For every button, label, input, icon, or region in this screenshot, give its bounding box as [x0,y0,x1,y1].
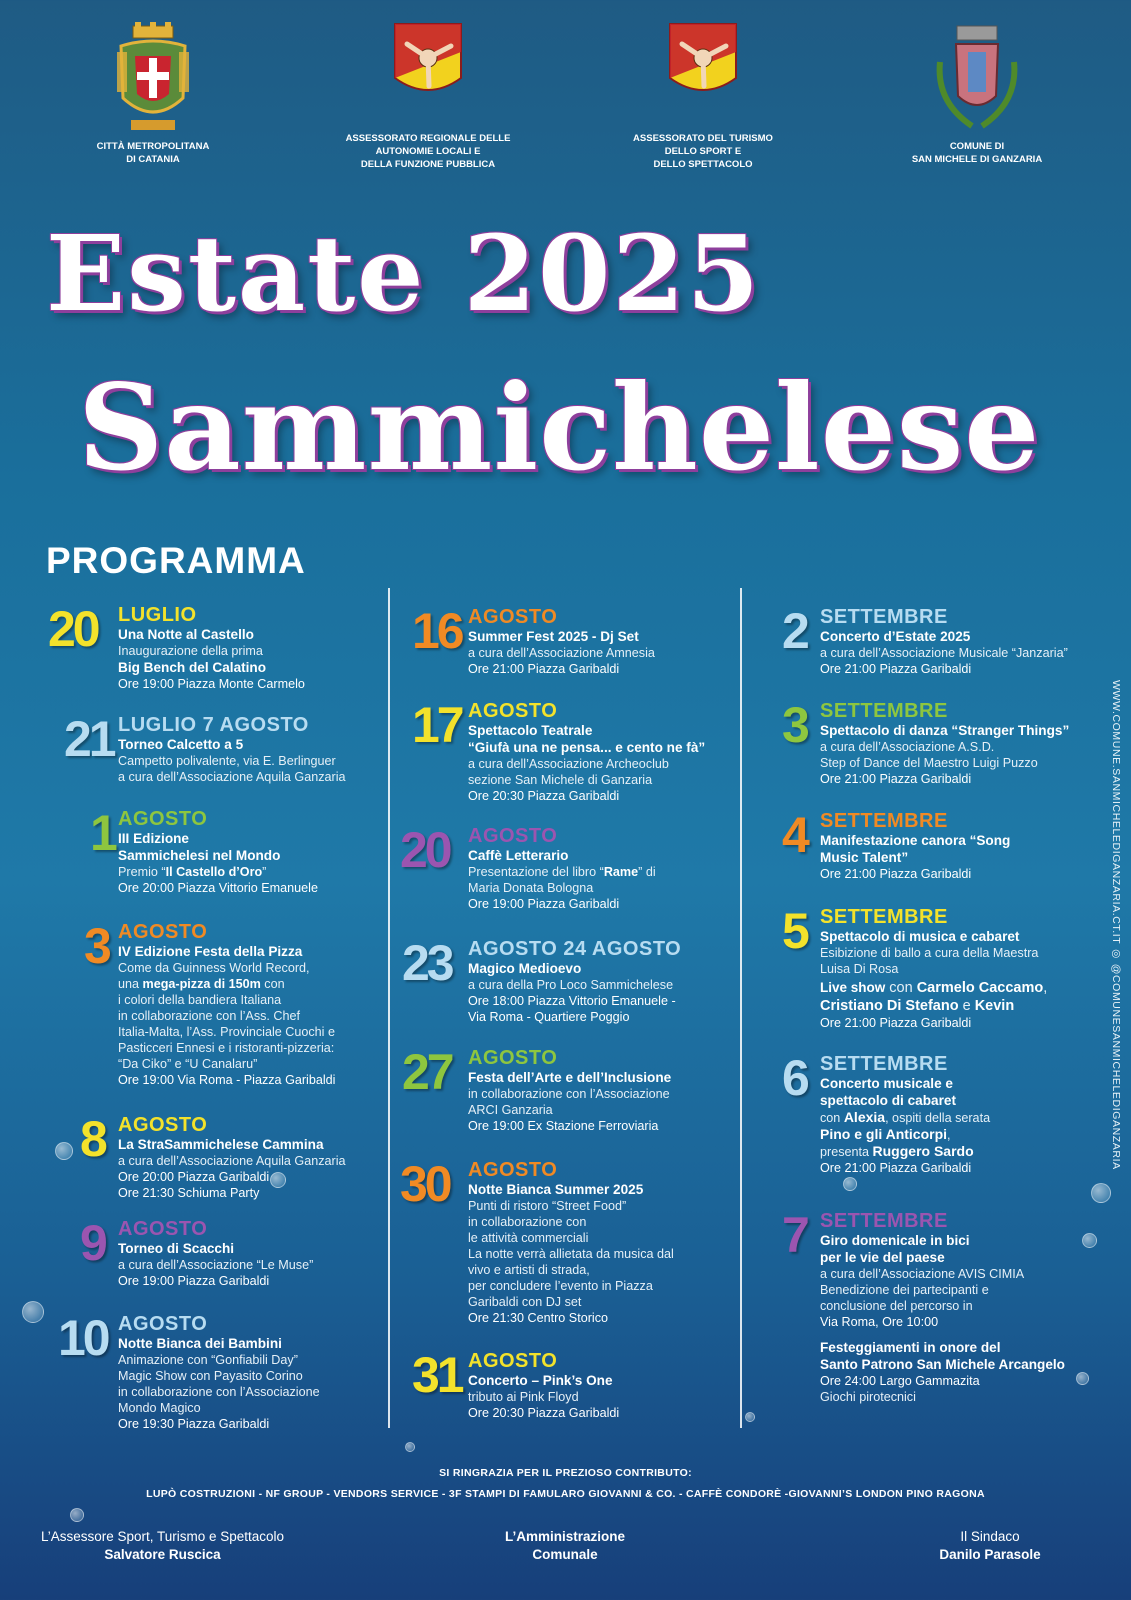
event-3-agosto [48,918,336,1088]
event-body [118,714,346,785]
event-month: AGOSTO [468,1047,558,1069]
text-part: e [958,998,975,1014]
event-body [118,1114,346,1201]
event-month: AGOSTO 24 AGOSTO [468,938,682,960]
event-time: Ore 20:00 Piazza Vittorio Emanuele [118,881,318,895]
event-2-settembre [782,603,1068,677]
event-body [118,921,335,1088]
event-time: Via Roma - Quartiere Poggio [468,1010,630,1024]
text-part: ” [262,865,267,879]
text-part: Cristiano Di Stefano [820,998,959,1014]
event-body [820,606,1068,677]
signature-amministrazione [445,1528,685,1564]
signature-name: Salvatore Ruscica [104,1547,221,1562]
event-line: Inaugurazione della prima [118,644,263,658]
caption-line: ASSESSORATO REGIONALE DELLE [345,133,511,144]
event-body [468,938,681,1025]
text-part: Live show [820,980,886,995]
event-month: AGOSTO [118,1114,208,1136]
signature-role: L’Assessore Sport, Turismo e Spettacolo [40,1529,285,1544]
event-1-agosto [48,805,318,896]
logo-catania [38,22,268,166]
website-social-vertical-text: WWW.COMUNE.SANMICHELEDIGANZARIA.CT.IT ◎ @COMUNESANMICHELEDIGANZARIA [1110,680,1122,1170]
text-part: Carmelo Caccamo [916,980,1044,996]
caption-line: DELLO SPORT E [664,146,742,157]
event-line [118,864,318,880]
event-title: Spettacolo Teatrale [468,723,593,738]
event-time: Ore 19:00 Piazza Monte Carmelo [118,677,305,691]
event-day: 2 [782,603,807,659]
event-line: a cura dell’Associazione A.S.D. [820,740,995,754]
event-body [468,1047,671,1134]
event-day: 17 [412,697,462,753]
event-month: AGOSTO [468,606,558,628]
event-time: Ore 19:00 Piazza Garibaldi [118,1274,270,1288]
event-time: Ore 19:00 Ex Stazione Ferroviaria [468,1119,659,1133]
event-month: AGOSTO [468,700,558,722]
text-part: Premio “ [118,865,166,879]
bubble-decoration [1076,1372,1089,1385]
event-line: Mondo Magico [118,1401,201,1415]
event-line: Animazione con “Gonfiabili Day” [118,1353,298,1367]
event-10-agosto [48,1310,320,1432]
event-day: 8 [80,1111,105,1167]
event-line [468,864,656,880]
event-title: Caffè Letterario [468,848,569,863]
text-part: Ruggero Sardo [872,1143,974,1159]
event-title: Concerto – Pink’s One [468,1373,613,1388]
logo-caption [313,132,543,171]
event-month: AGOSTO [468,1350,558,1372]
event-line: a cura dell’Associazione Archeoclub [468,757,669,771]
event-line: Come da Guinness World Record, [118,961,310,975]
signature-sindaco [890,1528,1090,1564]
text-part: , [947,1128,951,1142]
signature-name: Danilo Parasole [939,1547,1041,1562]
event-body [118,1313,320,1432]
column-divider [740,588,742,1428]
event-line: conclusione del percorso in [820,1299,973,1313]
text-part: con [820,1111,844,1125]
event-guests [820,997,1047,1015]
bubble-decoration [70,1508,84,1522]
event-month: AGOSTO [118,808,208,830]
title-line-1: Estate 2025 [46,212,762,335]
event-title: Concerto musicale e [820,1076,953,1091]
text-part: con [885,980,917,996]
event-4-settembre [782,807,1011,882]
event-body [468,1159,674,1326]
event-30-agosto [400,1156,674,1326]
event-guests [820,1126,990,1143]
event-line: in collaborazione con l’Associazione [118,1385,320,1399]
event-day: 20 [48,601,98,657]
event-time: Ore 19:00 Via Roma - Piazza Garibaldi [118,1073,336,1087]
event-line: Garibaldi con DJ set [468,1295,582,1309]
event-line: Esibizione di ballo a cura della Maestra [820,946,1039,960]
event-6-settembre [782,1050,991,1176]
event-title: La StraSammichelese Cammina [118,1137,324,1152]
caption-line: CITTÀ METROPOLITANA [96,141,210,152]
text-part: , ospiti della serata [885,1111,991,1125]
event-month: SETTEMBRE [820,700,948,722]
signature-name: Comunale [532,1547,598,1562]
event-time: Ore 24:00 Largo Gammazita [820,1374,980,1388]
logo-assessorato-turismo [588,22,818,171]
text-part: una [118,977,143,991]
event-day: 10 [58,1310,108,1366]
event-title: Festa dell’Arte e dell’Inclusione [468,1070,672,1085]
column-divider [388,588,390,1428]
event-time: Ore 21:00 Piazza Garibaldi [820,1016,972,1030]
catania-crest-icon [113,22,193,134]
event-day: 27 [402,1044,452,1100]
event-line: Giochi pirotecnici [820,1390,916,1404]
trinacria-icon [393,22,463,102]
event-time: Via Roma, Ore 10:00 [820,1315,939,1329]
event-line: per concludere l’evento in Piazza [468,1279,653,1293]
event-line: Campetto polivalente, via E. Berlinguer [118,754,336,768]
programma-heading: PROGRAMMA [46,540,306,581]
text-part: con [260,977,285,991]
event-time: Ore 20:30 Piazza Garibaldi [468,1406,620,1420]
event-time: Ore 18:00 Piazza Vittorio Emanuele - [468,994,676,1008]
event-time: Ore 20:00 Piazza Garibaldi [118,1170,270,1184]
thanks-heading: SI RINGRAZIA PER IL PREZIOSO CONTRIBUTO: [439,1467,692,1479]
event-line: “Da Ciko” e “U Canalaru” [118,1057,258,1071]
event-month: AGOSTO [468,1159,558,1181]
event-title: Festeggiamenti in onore del [820,1340,1001,1355]
event-title: Torneo di Scacchi [118,1241,235,1256]
event-time: Ore 20:30 Piazza Garibaldi [468,789,620,803]
event-title: Music Talent” [820,850,909,865]
event-line: a cura dell’Associazione “Le Muse” [118,1258,314,1272]
event-21-luglio [48,711,346,785]
text-part: Rame [603,865,639,879]
event-line: Pasticceri Ennesi e i ristoranti-pizzeria: [118,1041,335,1055]
event-month: SETTEMBRE [820,906,948,928]
event-line: Magic Show con Payasito Corino [118,1369,303,1383]
event-day: 6 [782,1050,807,1106]
event-line: Maria Donata Bologna [468,881,594,895]
event-23-agosto [402,935,682,1025]
event-title: Una Notte al Castello [118,627,254,642]
event-body [468,825,656,912]
event-line: in collaborazione con [468,1215,587,1229]
event-month: SETTEMBRE [820,1053,948,1075]
event-month: AGOSTO [118,921,208,943]
caption-line: DELLA FUNZIONE PUBBLICA [360,159,496,170]
event-line: a cura dell’Associazione Aquila Ganzaria [118,1154,346,1168]
text-part: Il Castello d’Oro [165,865,263,879]
event-title: Sammichelesi nel Mondo [118,848,281,863]
signature-role: Il Sindaco [960,1529,1020,1544]
event-line: a cura dell’Associazione Musicale “Janzaria” [820,646,1068,660]
event-line: a cura dell’Associazione Amnesia [468,646,655,660]
logo-caption [588,132,818,171]
event-title: Concerto d’Estate 2025 [820,629,971,644]
event-body [468,606,655,677]
event-body [118,1218,313,1289]
event-body [468,700,705,804]
event-title: Notte Bianca dei Bambini [118,1336,282,1351]
logo-caption [38,140,268,166]
event-time: Ore 21:30 Centro Storico [468,1311,609,1325]
event-month: SETTEMBRE [820,606,948,628]
event-title: Giro domenicale in bici [820,1233,970,1248]
event-title: Summer Fest 2025 - Dj Set [468,629,639,644]
event-line: ARCI Ganzaria [468,1103,553,1117]
event-line: a cura della Pro Loco Sammichelese [468,978,674,992]
sponsors-line: LUPÒ COSTRUZIONI - NF GROUP - VENDORS SERVICE - 3F STAMPI DI FAMULARO GIOVANNI & CO. - CAFFÈ CONDORÈ -GIOVANNI’S LONDON PINO RAGONA [146,1488,985,1500]
logo-caption [862,140,1092,166]
event-title: Santo Patrono San Michele Arcangelo [820,1357,1065,1372]
event-title: Magico Medioevo [468,961,582,976]
event-day: 5 [782,903,807,959]
text-part: Presentazione del libro “ [468,865,604,879]
event-month: SETTEMBRE [820,810,948,832]
logo-assessorato-autonomie [313,22,543,171]
event-line: a cura dell’Associazione Aquila Ganzaria [118,770,346,784]
event-line: Luisa Di Rosa [820,962,899,976]
caption-line: AUTONOMIE LOCALI E [375,146,481,157]
title-line-2: Sammichelese [78,358,1041,497]
event-line [118,976,335,992]
event-title: III Edizione [118,831,189,846]
event-title: Spettacolo di danza “Stranger Things” [820,723,1070,738]
event-body [118,808,318,896]
event-day: 31 [412,1347,462,1403]
event-guests [820,1109,990,1126]
event-day: 20 [400,822,450,878]
event-line: a cura dell’Associazione AVIS CIMIA [820,1267,1025,1281]
event-month: LUGLIO [118,604,197,626]
event-time: Ore 19:00 Piazza Garibaldi [468,897,620,911]
event-day: 7 [782,1207,807,1263]
event-line: le attività commerciali [468,1231,589,1245]
event-body [820,810,1010,882]
signature-assessore [30,1528,295,1564]
event-7-settembre [782,1207,1065,1405]
caption-line: DI CATANIA [126,154,180,165]
event-17-agosto [412,697,706,804]
event-month: AGOSTO [118,1218,208,1240]
event-day: 9 [80,1215,105,1271]
event-31-agosto [412,1347,620,1421]
event-month: SETTEMBRE [820,1210,948,1232]
event-line: sezione San Michele di Ganzaria [468,773,653,787]
event-guests [820,979,1047,997]
event-time: Ore 19:30 Piazza Garibaldi [118,1417,270,1431]
text-part: Pino e gli Anticorpi [820,1126,948,1142]
event-title: Spettacolo di musica e cabaret [820,929,1020,944]
event-title: Torneo Calcetto a 5 [118,737,244,752]
event-time: Ore 21:00 Piazza Garibaldi [468,662,620,676]
event-20-luglio [48,601,305,692]
event-line: i colori della bandiera Italiana [118,993,282,1007]
signature-role: L’Amministrazione [504,1529,626,1544]
event-time: Ore 21:00 Piazza Garibaldi [820,1161,972,1175]
event-time: Ore 21:00 Piazza Garibaldi [820,772,972,786]
text-part: mega-pizza di 150m [142,977,261,991]
event-line: Step of Dance del Maestro Luigi Puzzo [820,756,1038,770]
event-line: Benedizione dei partecipanti e [820,1283,989,1297]
event-body [118,604,305,692]
san-michele-crest-icon [932,22,1022,134]
event-title: IV Edizione Festa della Pizza [118,944,303,959]
event-guests [820,1143,990,1160]
event-day: 3 [84,918,109,974]
event-body [820,1210,1065,1405]
event-day: 21 [64,711,114,767]
event-body [820,700,1069,787]
event-16-agosto [412,603,655,677]
event-title: Notte Bianca Summer 2025 [468,1182,644,1197]
event-title: spettacolo di cabaret [820,1093,956,1108]
event-5-settembre [782,903,1048,1031]
bubble-decoration [1082,1233,1097,1248]
text-part: ” di [638,865,656,879]
event-line: Italia-Malta, l’Ass. Provinciale Cuochi e [118,1025,335,1039]
logo-comune-san-michele [862,22,1092,166]
event-time: Ore 21:00 Piazza Garibaldi [820,662,972,676]
event-day: 3 [782,697,807,753]
event-20-agosto [400,822,656,912]
event-line: tributo ai Pink Floyd [468,1390,579,1404]
bubble-decoration [405,1442,415,1452]
event-line: vivo e artisti di strada, [468,1263,590,1277]
event-day: 30 [400,1156,450,1212]
event-8-agosto [48,1111,346,1201]
bubble-decoration [843,1177,857,1191]
event-day: 23 [402,935,452,991]
caption-line: DELLO SPETTACOLO [653,159,753,170]
bubble-decoration [1091,1183,1111,1203]
bubble-decoration [745,1412,755,1422]
text-part: presenta [820,1145,873,1159]
event-month: AGOSTO [468,825,558,847]
event-time: Ore 21:30 Schiuma Party [118,1186,260,1200]
caption-line: ASSESSORATO DEL TURISMO [633,133,773,144]
event-month: AGOSTO [118,1313,208,1335]
event-title: per le vie del paese [820,1250,945,1265]
text-part: Alexia [843,1109,886,1125]
caption-line: SAN MICHELE DI GANZARIA [911,154,1043,165]
text-part: Kevin [974,998,1015,1014]
event-month: LUGLIO 7 AGOSTO [118,714,309,736]
event-time: Ore 21:00 Piazza Garibaldi [820,867,972,881]
event-3-settembre [782,697,1070,787]
event-9-agosto [48,1215,314,1289]
event-day: 1 [90,805,115,861]
trinacria-icon [668,22,738,102]
event-body [468,1350,619,1421]
event-title: “Giufà una ne pensa... e cento ne fà” [468,740,706,755]
event-line: in collaborazione con l’Associazione [468,1087,670,1101]
event-day: 4 [782,807,807,863]
event-day: 16 [412,603,462,659]
event-body [820,906,1047,1031]
caption-line: COMUNE DI [949,141,1005,152]
event-highlight: Big Bench del Calatino [118,660,267,675]
event-27-agosto [402,1044,672,1134]
event-line: in collaborazione con l’Ass. Chef [118,1009,301,1023]
event-line: Punti di ristoro “Street Food” [468,1199,627,1213]
bubble-decoration [22,1301,44,1323]
event-title: Manifestazione canora “Song [820,833,1011,848]
text-part: , [1043,980,1048,996]
event-line: La notte verrà allietata da musica dal [468,1247,674,1261]
logos-row [0,22,1131,192]
event-body [820,1053,990,1176]
